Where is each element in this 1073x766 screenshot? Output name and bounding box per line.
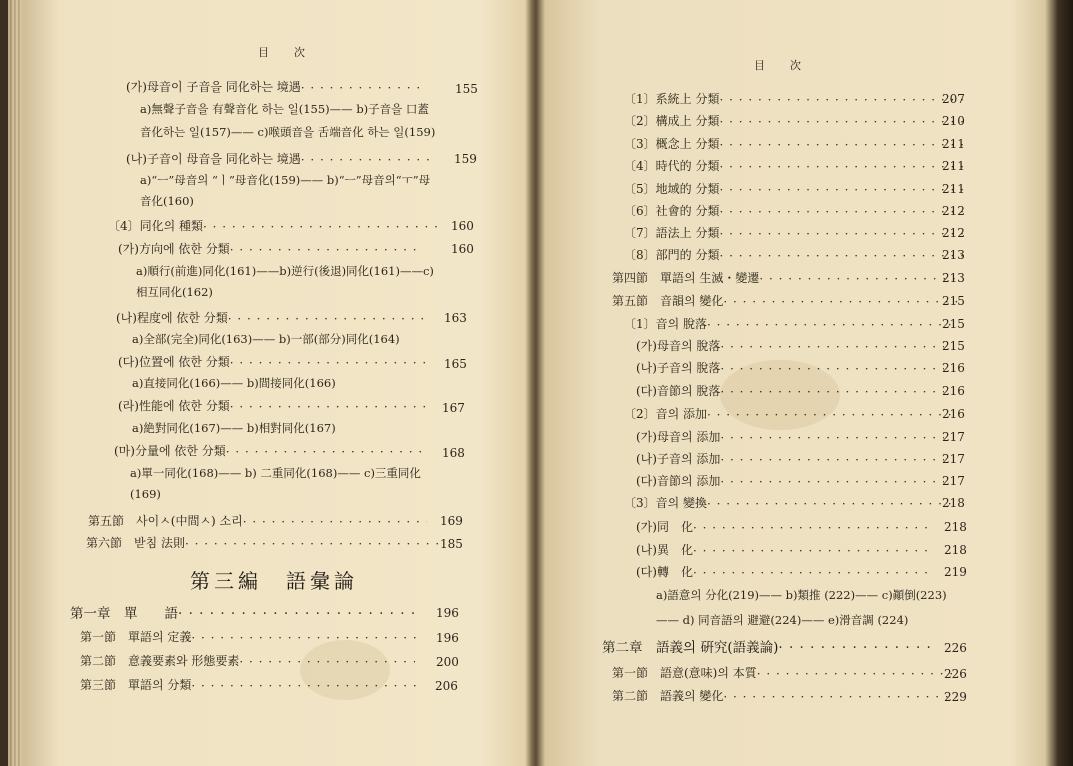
toc-page: 216 xyxy=(942,384,965,398)
toc-page: 163 xyxy=(444,311,467,325)
right-page xyxy=(540,0,1055,766)
toc-subitems: a)全部(完全)同化(163)—— b)一部(部分)同化(164) xyxy=(132,332,400,346)
toc-subitems: —— d) 同音語의 避避(224)—— e)滑音調 (224) xyxy=(656,613,909,627)
toc-page: 217 xyxy=(942,474,965,488)
part-title: 第三編 語彙論 xyxy=(190,569,358,593)
toc-page: 218 xyxy=(942,496,965,510)
toc-entry: 〔6〕社會的 分類· · · xyxy=(624,202,967,219)
toc-page: 210 xyxy=(942,114,965,128)
toc-page: 212 xyxy=(942,226,965,240)
toc-section: 第六節 받침 法則· · · xyxy=(86,534,441,551)
toc-entry: (가)母音의 添加· · · xyxy=(636,428,944,445)
toc-subitems: 音化하는 일(157)—— c)喉頭音을 舌端音化 하는 일(159) xyxy=(140,125,436,139)
toc-subitems: a)“ㅡ”母音의 “ㅣ”母音化(159)—— b)“ㅡ”母音의“ㅜ”母 xyxy=(140,173,431,187)
toc-entry: 〔1〕音의 脫落· · · xyxy=(624,315,955,332)
toc-entry: (다)位置에 依한 分類· · · xyxy=(118,353,426,370)
toc-section: 第二節 語義의 變化· · · xyxy=(612,687,963,704)
toc-page: 226 xyxy=(944,641,967,655)
toc-page: 212 xyxy=(942,204,965,218)
toc-entry: 〔3〕概念上 分類· · · xyxy=(624,135,967,152)
toc-entry: 〔7〕語法上 分類· · · xyxy=(624,224,967,241)
toc-entry: 〔8〕部門的 分類· · · xyxy=(624,246,967,263)
toc-entry: (나)子音의 添加· · · xyxy=(636,450,944,467)
toc-page: 215 xyxy=(942,317,965,331)
toc-entry: 〔2〕音의 添加· · · xyxy=(624,405,955,422)
toc-page: 229 xyxy=(944,690,967,704)
toc-page: 215 xyxy=(942,294,965,308)
toc-page: 196 xyxy=(436,631,459,645)
toc-entry: 〔2〕構成上 分類· · · xyxy=(624,112,967,129)
toc-page: 226 xyxy=(944,667,967,681)
toc-page: 213 xyxy=(942,271,965,285)
toc-section: 第一節 單語의 定義· · · xyxy=(80,628,423,645)
left-page xyxy=(14,0,526,766)
toc-page: 211 xyxy=(942,159,965,173)
toc-subitems: a)語意의 分化(219)—— b)類推 (222)—— c)顚倒(223) xyxy=(656,588,947,602)
toc-page: 169 xyxy=(440,514,463,528)
toc-entry: (나)程度에 依한 分類· · · xyxy=(116,309,428,326)
toc-page: 215 xyxy=(942,339,965,353)
toc-page: 206 xyxy=(435,679,458,693)
toc-page: 167 xyxy=(442,401,465,415)
toc-page: 196 xyxy=(436,606,459,620)
toc-page: 207 xyxy=(942,92,965,106)
toc-section: 第五節 音韻의 變化· · · xyxy=(612,292,959,309)
toc-subitems: a)直接同化(166)—— b)間接同化(166) xyxy=(132,376,336,390)
toc-subitems: 音化(160) xyxy=(140,194,194,208)
toc-entry: 〔1〕系統上 分類· · · xyxy=(624,90,967,107)
toc-page: 159 xyxy=(454,152,477,166)
toc-entry: (다)音節의 脫落· · · xyxy=(636,382,944,399)
toc-section: 第四節 單語의 生滅・變遷· · · xyxy=(612,269,959,286)
toc-entry: (나)異 化· · · xyxy=(636,541,929,558)
toc-entry: (나)子音이 母音을 同化하는 境遇· · · xyxy=(126,150,429,167)
toc-subitems: a)絶對同化(167)—— b)相對同化(167) xyxy=(132,421,336,435)
toc-subitems: a)順行(前進)同化(161)——b)逆行(後退)同化(161)——c) xyxy=(136,264,434,278)
toc-page: 213 xyxy=(942,248,965,262)
toc-entry: 〔5〕地域的 分類· · · xyxy=(624,180,967,197)
running-head: 目 次 xyxy=(258,46,306,59)
toc-page: 211 xyxy=(942,182,965,196)
toc-entry: (다)轉 化· · · xyxy=(636,563,929,580)
toc-entry: (나)子音의 脫落· · · xyxy=(636,359,944,376)
toc-entry: (가)方向에 依한 分類· · · xyxy=(118,240,422,257)
toc-entry: 〔3〕音의 變換· · · xyxy=(624,494,955,511)
toc-page: 160 xyxy=(451,219,474,233)
toc-section: 第二節 意義要素와 形態要素· · · xyxy=(80,652,415,669)
toc-section: 第三節 單語의 分類· · · xyxy=(80,676,421,693)
toc-subitems: 相互同化(162) xyxy=(136,285,213,299)
toc-page: 168 xyxy=(442,446,465,460)
toc-section: 第一節 語意(意味)의 本質· · · xyxy=(612,664,957,681)
toc-chapter: 第一章 單 語· · · xyxy=(70,602,418,622)
toc-entry: (라)性能에 依한 分類· · · xyxy=(118,397,426,414)
toc-entry: (마)分量에 依한 分類· · · xyxy=(114,442,426,459)
toc-page: 155 xyxy=(455,82,478,96)
toc-entry: 〔4〕同化의 種類· · · xyxy=(108,217,439,234)
toc-page: 217 xyxy=(942,452,965,466)
toc-chapter: 第二章 語義의 硏究(語義論)· · · xyxy=(602,636,934,656)
toc-page: 165 xyxy=(444,357,467,371)
toc-subitems: a)單一同化(168)—— b) 二重同化(168)—— c)三重同化 xyxy=(130,466,421,480)
toc-entry: 〔4〕時代的 分類· · · xyxy=(624,157,967,174)
toc-page: 218 xyxy=(944,520,967,534)
toc-entry: (가)同 化· · · xyxy=(636,518,929,535)
toc-section: 第五節 사이ㅅ(中間ㅅ) 소리· · · xyxy=(88,512,427,529)
toc-subitems: (169) xyxy=(130,487,161,501)
toc-entry: (가)母音이 子音을 同化하는 境遇· · · xyxy=(126,78,421,95)
toc-page: 216 xyxy=(942,407,965,421)
toc-page: 185 xyxy=(440,537,463,551)
toc-page: 216 xyxy=(942,361,965,375)
running-head: 目 次 xyxy=(754,59,802,72)
toc-entry: (다)音節의 添加· · · xyxy=(636,472,944,489)
toc-page: 200 xyxy=(436,655,459,669)
toc-entry: (가)母音의 脫落· · · xyxy=(636,337,944,354)
toc-page: 160 xyxy=(451,242,474,256)
toc-page: 218 xyxy=(944,543,967,557)
toc-page: 217 xyxy=(942,430,965,444)
toc-page: 211 xyxy=(942,137,965,151)
toc-page: 219 xyxy=(944,565,967,579)
toc-subitems: a)無聲子音을 有聲音化 하는 일(155)—— b)子音을 口蓋 xyxy=(140,102,429,116)
